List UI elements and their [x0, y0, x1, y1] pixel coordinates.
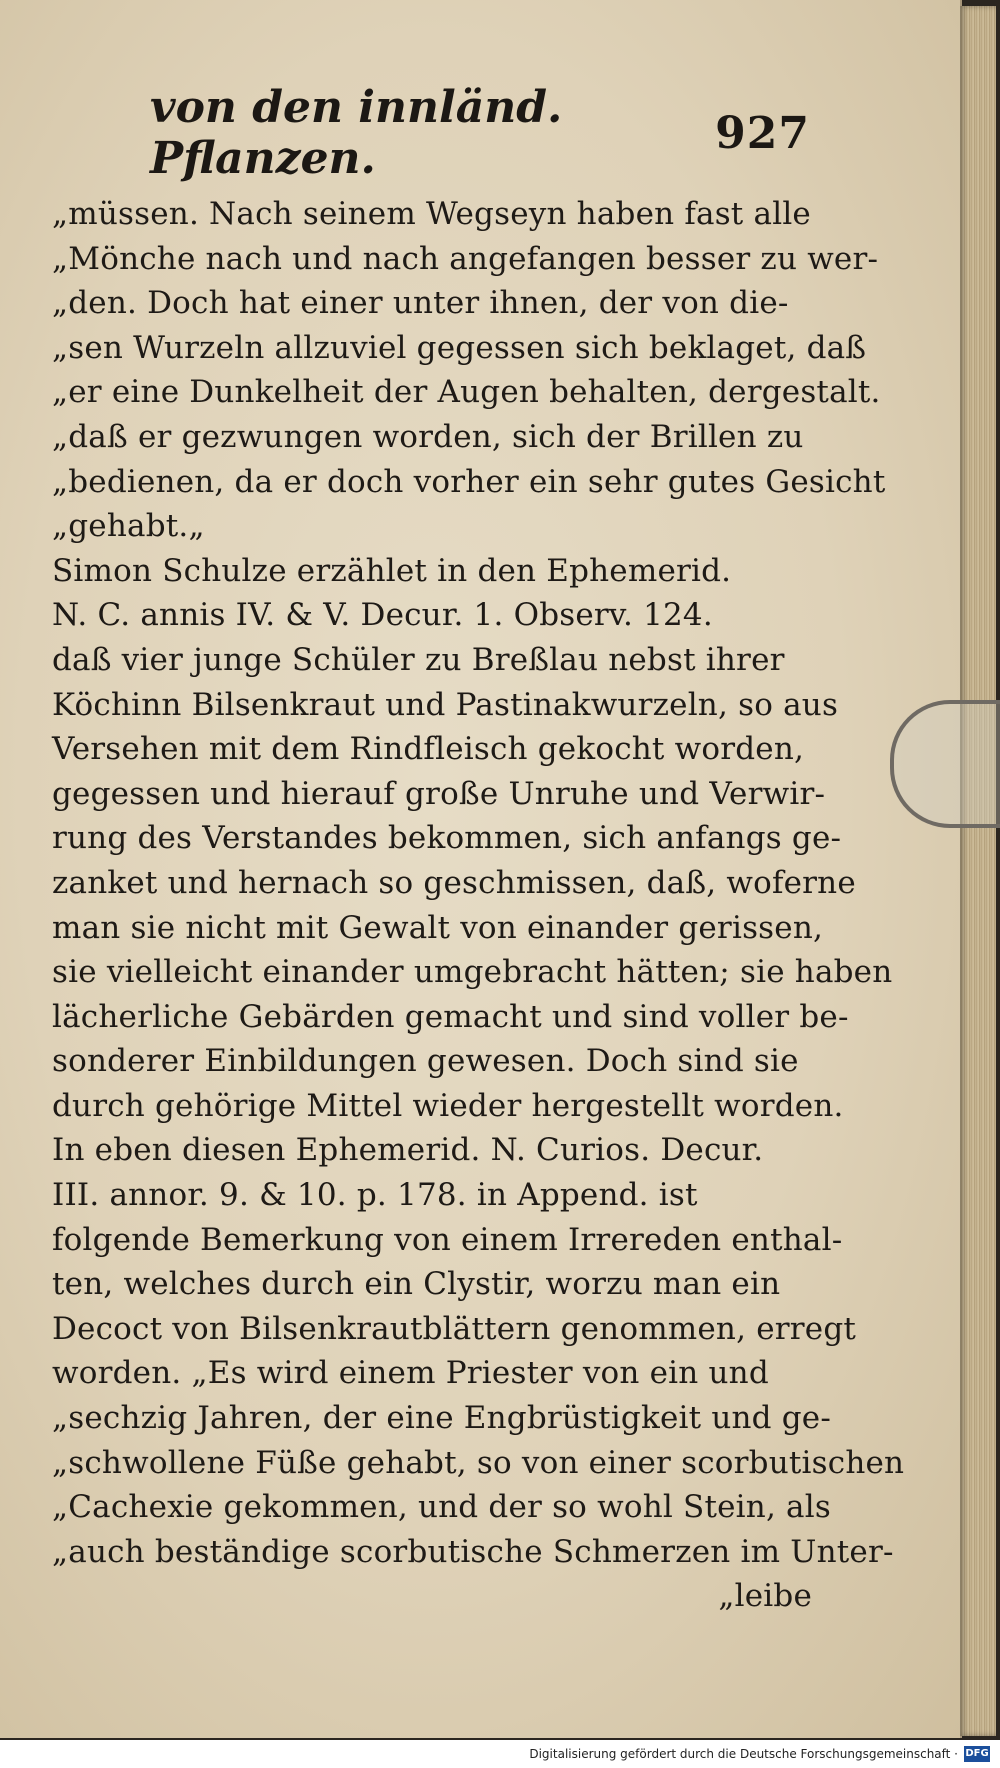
text-line: „daß er gezwungen worden, sich der Brillen zu: [52, 418, 804, 455]
text-line: N. C. annis IV. & V. Decur. 1. Observ. 124.: [52, 597, 713, 634]
text-line: worden. „Es wird einem Priester von ein und: [52, 1355, 769, 1392]
text-line: zanket und hernach so geschmissen, daß, woferne: [52, 864, 856, 901]
page-edges: [960, 6, 996, 1736]
text-line: rung des Verstandes bekommen, sich anfangs ge-: [52, 820, 842, 857]
text-line: ten, welches durch ein Clystir, worzu man ein: [52, 1266, 781, 1303]
text-line: lächerliche Gebärden gemacht und sind voller be-: [52, 998, 849, 1035]
text-line: „bedienen, da er doch vorher ein sehr gutes Gesicht: [52, 463, 886, 500]
running-title: von den innländ. Pflanzen.: [150, 82, 563, 184]
text-line: „sen Wurzeln allzuviel gegessen sich beklaget, daß: [52, 329, 867, 366]
text-line: „leibe: [718, 1578, 812, 1615]
text-line: Simon Schulze erzählet in den Ephemerid.: [52, 552, 732, 589]
text-line: „gehabt.„: [52, 508, 205, 545]
text-line: Köchinn Bilsenkraut und Pastinakwurzeln, so aus: [52, 686, 839, 723]
page-header: [150, 82, 810, 184]
text-line: daß vier junge Schüler zu Breßlau nebst ihrer: [52, 641, 785, 678]
text-line: sonderer Einbildungen gewesen. Doch sind sie: [52, 1043, 799, 1080]
footer-credit: Digitalisierung gefördert durch die Deutsche Forschungsgemeinschaft ·: [529, 1747, 958, 1761]
text-line: durch gehörige Mittel wieder hergestellt worden.: [52, 1087, 844, 1124]
text-line: Versehen mit dem Rindfleisch gekocht worden,: [52, 731, 805, 768]
text-line: „müssen. Nach seinem Wegseyn haben fast alle: [52, 196, 811, 232]
dfg-logo-icon: DFG: [964, 1746, 990, 1762]
text-line: In eben diesen Ephemerid. N. Curios. Decur.: [52, 1132, 764, 1169]
text-line: „Mönche nach und nach angefangen besser zu wer-: [52, 240, 879, 277]
text-line: „sechzig Jahren, der eine Engbrüstigkeit und ge-: [52, 1400, 832, 1437]
text-line: „Cachexie gekommen, und der so wohl Stein, als: [52, 1489, 831, 1526]
body-text: [52, 192, 905, 1619]
text-line: „schwollene Füße gehabt, so von einer scorbutischen: [52, 1444, 905, 1481]
text-line: gegessen und hierauf große Unruhe und Verwir-: [52, 775, 826, 812]
text-line: „den. Doch hat einer unter ihnen, der von die-: [52, 285, 789, 322]
text-line: III. annor. 9. & 10. p. 178. in Append. ist: [52, 1177, 698, 1214]
text-line: „auch beständige scorbutische Schmerzen im Unter-: [52, 1533, 894, 1570]
text-line: „er eine Dunkelheit der Augen behalten, dergestalt.: [52, 374, 881, 411]
text-line: folgende Bemerkung von einem Irrereden enthal-: [52, 1221, 843, 1258]
text-line: sie vielleicht einander umgebracht hätten; sie haben: [52, 954, 893, 991]
digitization-footer: [0, 1740, 1000, 1768]
page-clip: [890, 700, 1000, 828]
text-line: man sie nicht mit Gewalt von einander gerissen,: [52, 909, 824, 946]
text-line: Decoct von Bilsenkrautblättern genommen, erregt: [52, 1310, 857, 1347]
page-number: 927: [715, 107, 810, 159]
